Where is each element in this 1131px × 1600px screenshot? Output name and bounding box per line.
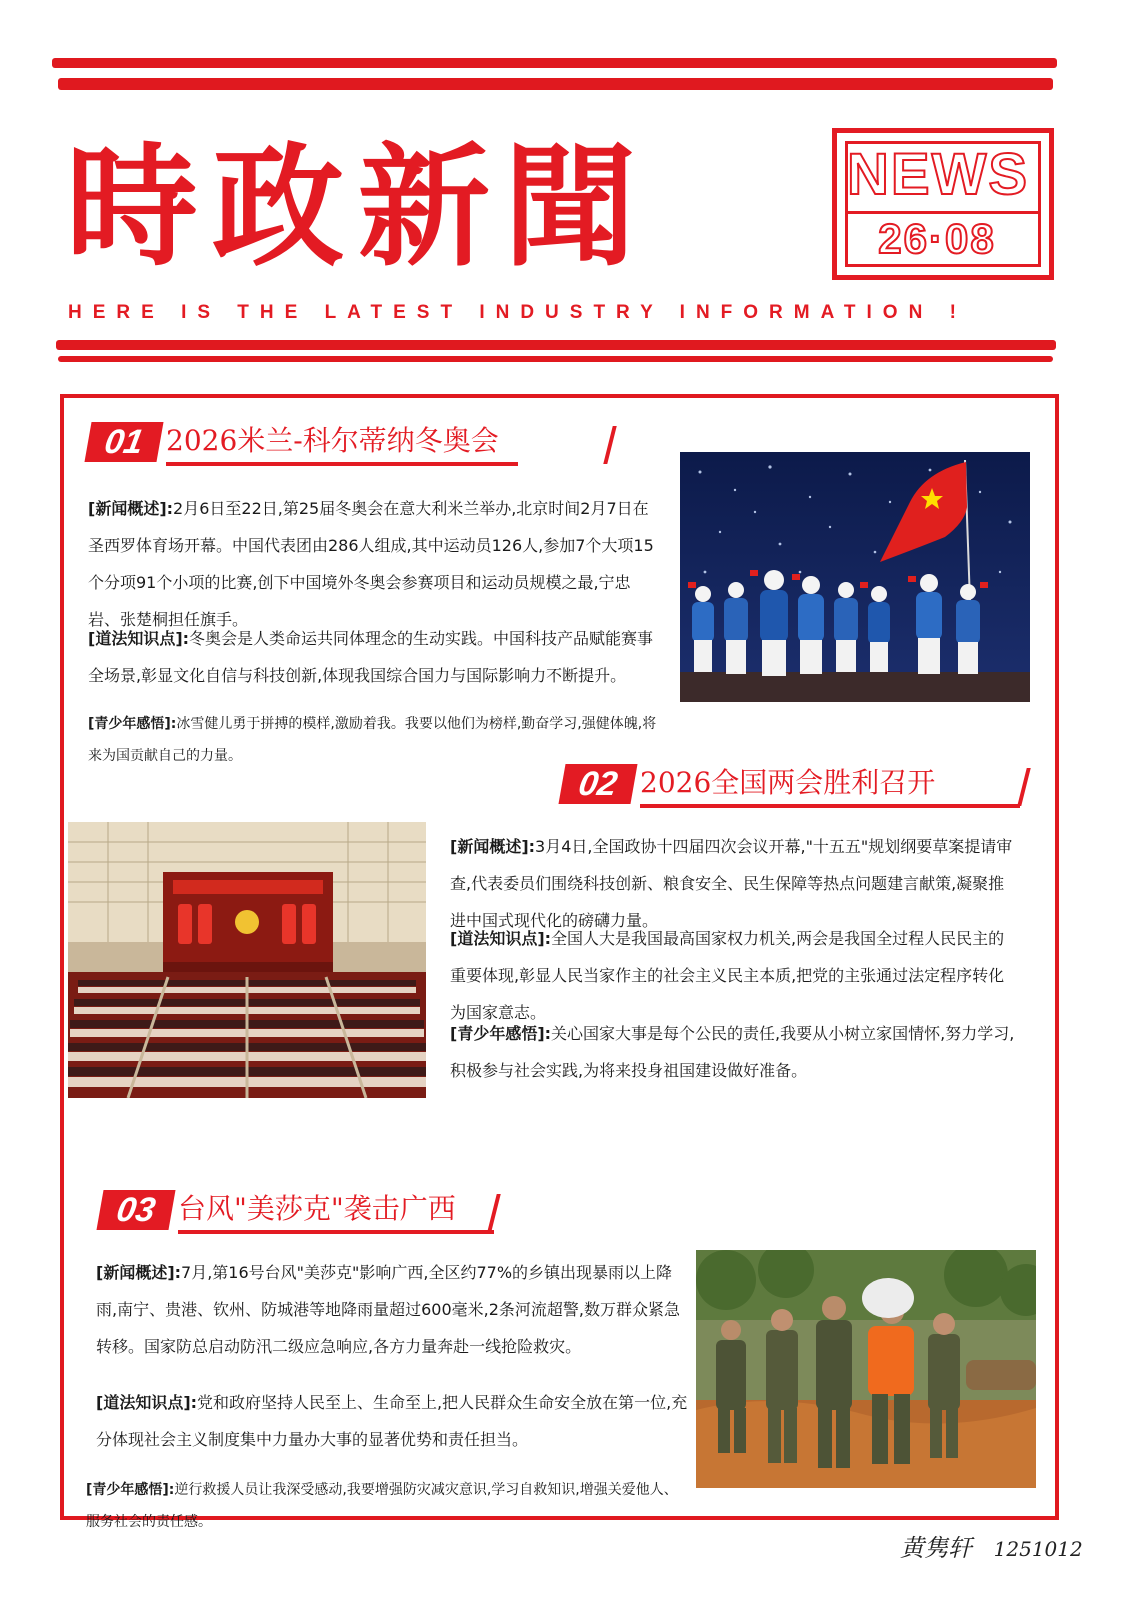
bottom-rule-2: [58, 356, 1053, 362]
paragraph-text: 冰雪健儿勇于拼搏的模样,激励着我。我要以他们为榜样,勤奋学习,强健体魄,将来为国贡献自己的力量。: [88, 716, 657, 764]
news-label: NEWS: [847, 142, 1029, 207]
top-rule-1: [52, 58, 1057, 68]
section-title-bracket: [1017, 768, 1030, 806]
news-badge-divider: [847, 211, 1039, 214]
section-03-knowledge: [96, 1384, 688, 1458]
issue-date: 26·08: [878, 215, 996, 262]
paragraph-tag: [道法知识点]:: [96, 1393, 198, 1412]
section-title-bracket: [487, 1194, 500, 1232]
photo-npc-session: [68, 822, 426, 1098]
section-title-underline: [166, 462, 518, 466]
masthead-slogan: HERE IS THE LATEST INDUSTRY INFORMATION !: [68, 302, 967, 323]
paragraph-tag: [新闻概述]:: [450, 837, 536, 856]
section-number: 03: [96, 1190, 175, 1230]
paragraph-text: 全国人大是我国最高国家权力机关,两会是我国全过程人民民主的重要体现,彰显人民当家作主的社会主义民主本质,把党的主张通过法定程序转化为国家意志。: [450, 929, 1005, 1022]
masthead-title: 時政新聞: [66, 130, 650, 285]
paragraph-text: 关心国家大事是每个公民的责任,我要从小树立家国情怀,努力学习,积极参与社会实践,为将来投身祖国建设做好准备。: [450, 1024, 1015, 1080]
bottom-rule-1: [56, 340, 1056, 350]
author-id: 1251012: [993, 1537, 1083, 1561]
typhoon-rescue-illustration: [696, 1250, 1036, 1488]
author-name: 黄隽轩: [900, 1534, 972, 1562]
section-title: 台风"美莎克"袭击广西: [178, 1192, 456, 1225]
paragraph-text: 3月4日,全国政协十四届四次会议开幕,"十五五"规划纲要草案提请审查,代表委员们围绕科技创新、粮食安全、民生保障等热点问题建言献策,凝聚推进中国式现代化的磅礴力量。: [450, 837, 1013, 930]
section-01-knowledge: [88, 620, 660, 694]
paragraph-tag: [新闻概述]:: [88, 499, 174, 518]
section-title: 2026米兰-科尔蒂纳冬奥会: [166, 424, 499, 457]
news-badge: [832, 128, 1054, 280]
section-title-underline: [640, 804, 1020, 808]
section-01-overview: [88, 490, 660, 638]
paragraph-text: 7月,第16号台风"美莎克"影响广西,全区约77%的乡镇出现暴雨以上降雨,南宁、贵港、钦州、防城港等地降雨量超过600毫米,2条河流超警,数万群众紧急转移。国家防总启动防汛二级应急响应,各方力量奔赴一线抢险救灾。: [96, 1263, 680, 1356]
paragraph-tag: [青少年感悟]:: [86, 1482, 175, 1498]
paragraph-tag: [青少年感悟]:: [88, 716, 177, 732]
paragraph-text: 逆行救援人员让我深受感动,我要增强防灾减灾意识,学习自救知识,增强关爱他人、服务社会的责任感。: [86, 1482, 678, 1530]
section-title: 2026全国两会胜利召开: [640, 766, 936, 799]
npc-session-illustration: [68, 822, 426, 1098]
olympic-parade-illustration: [680, 452, 1030, 702]
section-03-reflection: [86, 1474, 690, 1538]
section-03-overview: [96, 1254, 688, 1365]
paragraph-text: 党和政府坚持人民至上、生命至上,把人民群众生命安全放在第一位,充分体现社会主义制度集中力量办大事的显著优势和责任担当。: [96, 1393, 688, 1449]
author-signature: [900, 1528, 1083, 1568]
paragraph-text: 2月6日至22日,第25届冬奥会在意大利米兰举办,北京时间2月7日在圣西罗体育场开幕。中国代表团由286人组成,其中运动员126人,参加7个大项15个分项91个小项的比赛,创下中国境外冬奥会参赛项目和运动员规模之最,宁忠岩、张楚桐担任旗手。: [88, 499, 654, 629]
paragraph-tag: [新闻概述]:: [96, 1263, 182, 1282]
section-03-header: [100, 1188, 500, 1234]
section-title-underline: [178, 1230, 494, 1234]
paragraph-text: 冬奥会是人类命运共同体理念的生动实践。中国科技产品赋能赛事全场景,彰显文化自信与科技创新,体现我国综合国力与国际影响力不断提升。: [88, 629, 654, 685]
section-02-header: [562, 762, 1032, 808]
section-number: 02: [558, 764, 637, 804]
section-01-header: [88, 420, 528, 466]
paragraph-tag: [青少年感悟]:: [450, 1024, 552, 1043]
section-number: 01: [84, 422, 163, 462]
section-02-reflection: [450, 1015, 1020, 1089]
photo-olympic-parade: [680, 452, 1030, 702]
photo-typhoon-rescue: [696, 1250, 1036, 1488]
top-rule-2: [58, 78, 1053, 90]
paragraph-tag: [道法知识点]:: [450, 929, 552, 948]
paragraph-tag: [道法知识点]:: [88, 629, 190, 648]
